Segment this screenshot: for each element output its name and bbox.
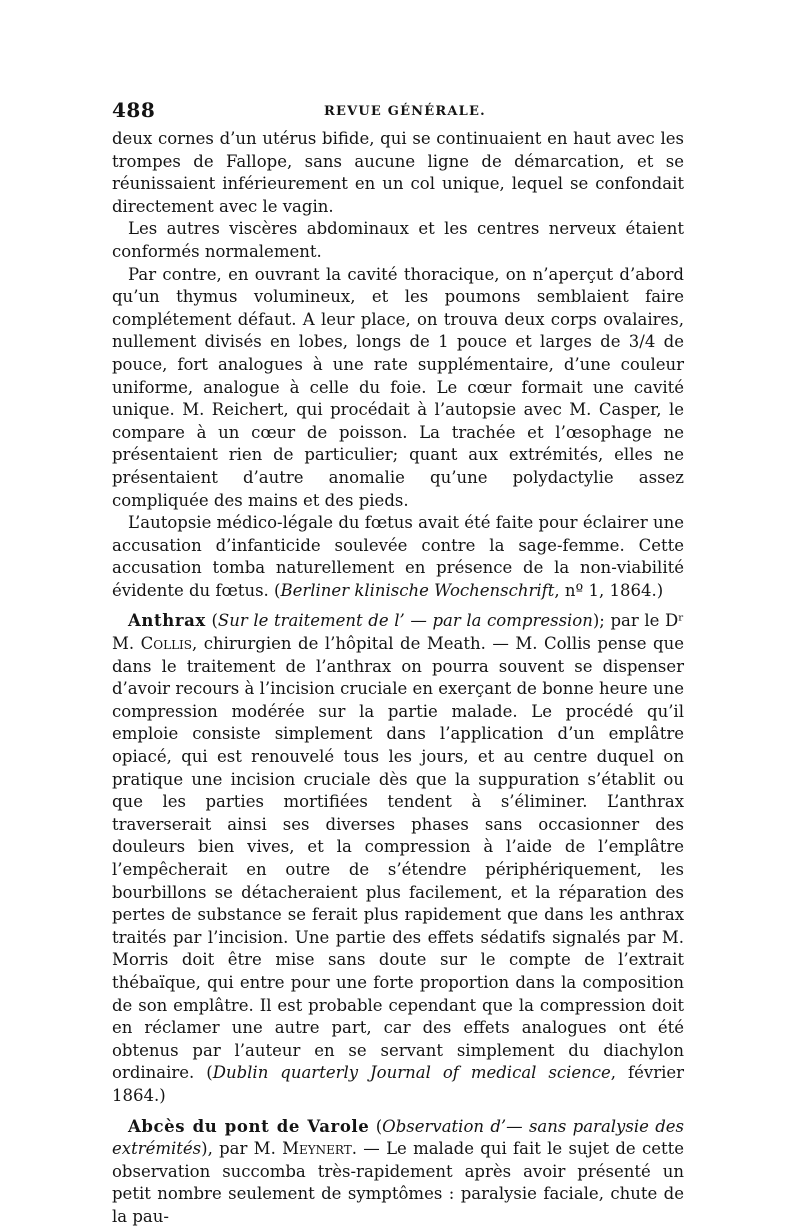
paragraph-abdominal-viscera: Les autres viscères abdominaux et les centres nerveux étaient conformés normalement.: [112, 219, 684, 261]
body-text: [112, 128, 684, 1229]
subtitle-open: (: [369, 1116, 383, 1136]
page-header: [112, 98, 684, 126]
paragraph-uterus-continuation: deux cornes d’un utérus bifide, qui se continuaient en haut avec les trompes de Fallope, sans aucune ligne de démarcation, et se réunissaient inférieurement en un col unique, lequel se confondait directement avec le vagin.: [112, 129, 684, 216]
paragraph-text: L’autopsie médico-légale du fœtus avait été faite pour éclairer une accusation d’infanticide soulevée contre la sage-femme. Cette accusation tomba naturellement en présence de la non-viabilité évidente du fœtus. (: [112, 513, 685, 600]
citation: Berliner klinische Wochenschrift: [280, 580, 555, 600]
page-number: 488: [112, 98, 156, 122]
section-heading: Anthrax: [128, 611, 206, 631]
running-title: REVUE GÉNÉRALE.: [324, 104, 486, 119]
paragraph-medico-legal: [112, 512, 684, 602]
section-anthrax: [112, 610, 684, 1107]
section-body: . — Le malade qui fait le sujet de cette observation succomba très-rapidement après avoir présenté un petit nombre seulement de symptômes : paralysie faciale, chute de la pau-: [112, 1139, 685, 1226]
section-abces-pont-varole: [112, 1116, 684, 1229]
section-subtitle: Sur le traitement de l’ — par la compression: [217, 611, 593, 631]
subtitle-open: (: [205, 611, 218, 631]
section-heading: Abcès du pont de Varole: [128, 1116, 370, 1136]
citation: Dublin quarterly Journal of medical science: [212, 1063, 611, 1083]
subtitle-close: ); par le Dʳ M.: [112, 611, 684, 654]
section-subtitle: Observation d’— sans paralysie des extrémités: [112, 1116, 684, 1159]
author-name: Meynert: [282, 1139, 352, 1159]
author-name: Collis: [140, 634, 193, 654]
section-body: , chirurgien de l’hôpital de Meath. — M. Collis pense que dans le traitement de l’anthrax on pourra souvent se dispenser d’avoir recours à l’incision cruciale en exerçant de bonne heure une compression modérée sur la partie malade. Le procédé qu’il emploie consiste simplement dans l’application d’un emplâtre opiacé, qui est renouvelé tous les jours, et au centre duquel on pratique une incision cruciale dès que la suppuration s’établit ou que les parties mortifiées tendent à s’éliminer. L’anthrax traverserait ainsi ses diverses phases sans occasionner des douleurs bien vives, et la compression à l’aide de l’emplâtre l’empêcherait en outre de s’étendre périphériquement, les bourbillons se détacheraient plus facilement, et la réparation des pertes de substance se ferait plus rapidement que dans les anthrax traités par l’incision. Une partie des effets sédatifs signalés par M. Morris doit être mise sans doute sur le compte de l’extrait thébaïque, qui entre pour une forte proportion dans la composition de son emplâtre. Il est probable cependant que la compression doit en réclamer une autre part, car des effets analogues ont été obtenus par l’auteur en se servant simplement du diachylon ordinaire. (: [112, 634, 684, 1083]
citation-tail: , nº 1, 1864.): [554, 580, 664, 600]
subtitle-close: ), par M.: [201, 1139, 283, 1159]
paragraph-thoracic-cavity: Par contre, en ouvrant la cavité thoracique, on n’aperçut d’abord qu’un thymus volumineux, et les poumons semblaient faire complétement défaut. A leur place, on trouva deux corps ovalaires, nullement divisés en lobes, longs de 1 pouce et larges de 3/4 de pouce, fort analogues à une rate supplémentaire, d’une couleur uniforme, analogue à celle du foie. Le cœur formait une cavité unique. M. Reichert, qui procédait à l’autopsie avec M. Casper, le compare à un cœur de poisson. La trachée et l’œsophage ne présentaient rien de particulier; quant aux extrémités, elles ne présentaient d’autre anomalie qu’une polydactylie assez compliquée des mains et des pieds.: [112, 264, 684, 510]
citation-tail: , février 1864.): [112, 1063, 685, 1105]
